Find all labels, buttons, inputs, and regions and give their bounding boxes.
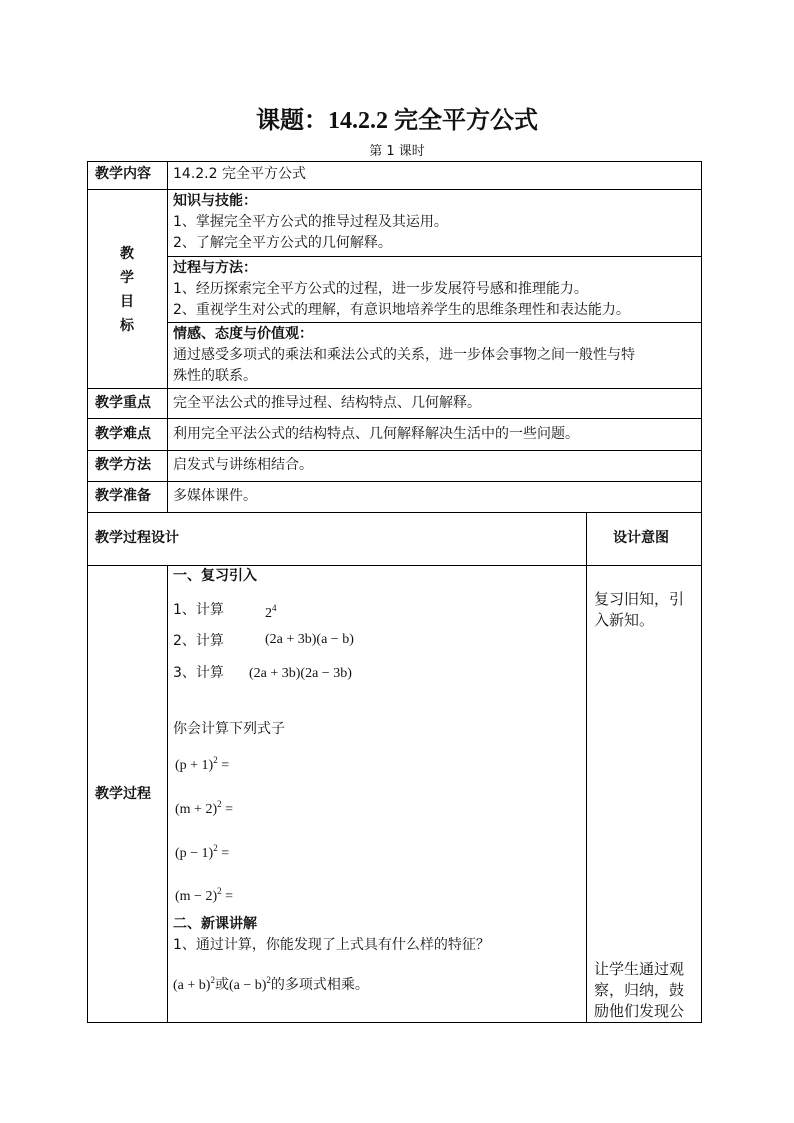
process-heading: 过程与方法： (173, 260, 257, 276)
emotion-heading: 情感、态度与价值观： (173, 326, 313, 342)
process-item: 1、经历探索完全平方公式的过程，进一步发展符号感和推理能力。 (173, 281, 588, 297)
emotion-text-line: 殊性的联系。 (173, 368, 257, 384)
method-label: 教学方法 (95, 457, 151, 473)
focus-value: 完全平法公式的推导过程、结构特点、几何解释。 (173, 395, 481, 411)
review-item: 1、计算 $2^4$ (173, 600, 224, 621)
difficulty-label: 教学难点 (95, 426, 151, 442)
table-border (167, 565, 168, 1022)
table-border (87, 388, 702, 389)
table-border (87, 161, 702, 162)
content-value: 14.2.2 完全平方公式 (173, 166, 306, 182)
design-intent-header: 设计意图 (613, 530, 669, 546)
review-item: 2、计算 (2a + 3b)(a − b) (173, 631, 224, 652)
answer-text: $(a + b)^2$或$(a - b)^2$的多项式相乘。 (173, 975, 369, 993)
table-border (87, 189, 702, 190)
review-item: 3、计算 (2a + 3b)(2a − 3b) (173, 663, 224, 684)
process-design-header: 教学过程设计 (95, 530, 179, 546)
math-expression: (2a + 3b)(a − b) (265, 632, 354, 647)
table-border (701, 161, 702, 1023)
table-border (167, 322, 702, 323)
page-subtitle: 第 1 课时 (369, 144, 425, 159)
intent-text-line: 励他们发现公 (594, 1002, 685, 1020)
table-border (167, 161, 168, 512)
square-expression: $(p - 1)^2$ = (175, 843, 230, 861)
emotion-text-line: 通过感受多项式的乘法和乘法公式的关系，进一步体会事物之间一般性与特 (173, 347, 635, 363)
focus-label: 教学重点 (95, 395, 151, 411)
process-item: 2、重视学生对公式的理解，有意识地培养学生的思维条理性和表达能力。 (173, 302, 630, 318)
exercise-prompt: 你会计算下列式子 (173, 721, 285, 737)
table-border (586, 512, 587, 1022)
section-heading: 一、复习引入 (173, 568, 257, 584)
knowledge-item: 1、掌握完全平方公式的推导过程及其运用。 (173, 214, 448, 230)
process-label: 教学过程 (95, 786, 151, 802)
knowledge-heading: 知识与技能： (173, 193, 257, 209)
method-value: 启发式与讲练相结合。 (173, 457, 313, 473)
question-text: 1、通过计算，你能发现了上式具有什么样的特征？ (173, 937, 490, 953)
prep-label: 教学准备 (95, 488, 151, 504)
difficulty-value: 利用完全平法公式的结构特点、几何解释解决生活中的一些问题。 (173, 426, 579, 442)
math-expression: (2a + 3b)(2a − 3b) (249, 666, 352, 681)
table-border (87, 418, 702, 419)
table-border (87, 512, 702, 513)
goals-label: 教 学 目 标 (120, 246, 134, 334)
table-border (87, 1022, 702, 1023)
intent-text-line: 入新知。 (594, 611, 655, 629)
square-expression: $(m + 2)^2$ = (175, 799, 234, 817)
knowledge-item: 2、了解完全平方公式的几何解释。 (173, 235, 392, 251)
square-expression: $(m - 2)^2$ = (175, 886, 234, 904)
intent-text-line: 复习旧知，引 (594, 590, 685, 608)
intent-text-line: 让学生通过观 (594, 960, 685, 978)
page-title: 课题：14.2.2 完全平方公式 (256, 108, 538, 134)
square-expression: $(p + 1)^2$ = (175, 755, 230, 773)
table-border (87, 481, 702, 482)
section-heading: 二、新课讲解 (173, 916, 257, 932)
content-label: 教学内容 (95, 166, 151, 182)
prep-value: 多媒体课件。 (173, 488, 257, 504)
math-expression: $2^4$ (265, 603, 277, 621)
table-border (167, 256, 702, 257)
intent-text-line: 察，归纳，鼓 (594, 981, 685, 999)
table-border (87, 450, 702, 451)
